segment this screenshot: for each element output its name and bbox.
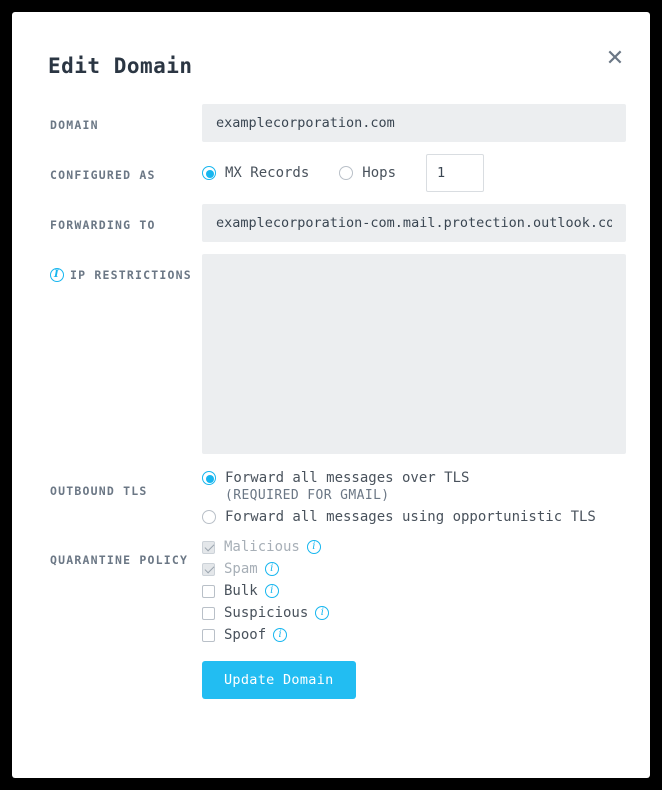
forwarding-to-label: FORWARDING TO: [50, 218, 156, 232]
checkbox-malicious: [202, 541, 215, 554]
close-icon[interactable]: ✕: [605, 46, 625, 71]
info-icon[interactable]: i: [315, 606, 329, 620]
list-item: [202, 605, 626, 621]
ip-restrictions-row: [12, 254, 650, 458]
radio-tls-required[interactable]: [202, 471, 216, 485]
radio-mx-records[interactable]: [202, 166, 216, 180]
configured-as-row: [12, 154, 650, 192]
configured-as-label: CONFIGURED AS: [50, 168, 156, 182]
domain-field-wrap: [202, 104, 650, 142]
forwarding-to-input[interactable]: [202, 204, 626, 242]
domain-row: [12, 104, 650, 142]
checkbox-bulk[interactable]: [202, 585, 215, 598]
list-item: [202, 539, 626, 555]
list-item: [202, 561, 626, 577]
list-item: [202, 627, 626, 643]
ip-restrictions-field-wrap: [202, 254, 650, 458]
list-item: [202, 583, 626, 599]
checkbox-suspicious[interactable]: [202, 607, 215, 620]
page-title: Edit Domain: [48, 54, 193, 78]
submit-field-wrap: [202, 661, 650, 699]
submit-row: [12, 661, 650, 699]
checkbox-malicious-label: Malicious: [224, 539, 300, 555]
forwarding-to-row: [12, 204, 650, 242]
quarantine-policy-label: QUARANTINE POLICY: [50, 553, 189, 567]
checkbox-suspicious-label: Suspicious: [224, 605, 309, 621]
info-icon[interactable]: i: [307, 540, 321, 554]
outbound-tls-row: [12, 470, 650, 527]
tls-option-required[interactable]: [202, 470, 626, 486]
quarantine-policy-field-wrap: [202, 539, 650, 649]
edit-domain-form: [12, 104, 650, 711]
checkbox-spam: [202, 563, 215, 576]
outbound-tls-label: OUTBOUND TLS: [50, 484, 148, 498]
domain-label: DOMAIN: [50, 118, 99, 132]
ip-restrictions-textarea[interactable]: [202, 254, 626, 454]
ip-restrictions-label: [12, 254, 202, 282]
update-domain-button[interactable]: Update Domain: [202, 661, 356, 699]
quarantine-policy-row: [12, 539, 650, 649]
checkbox-spoof-label: Spoof: [224, 627, 267, 643]
radio-hops-label: Hops: [362, 165, 397, 181]
domain-input[interactable]: [202, 104, 626, 142]
checkbox-spoof[interactable]: [202, 629, 215, 642]
radio-tls-opportunistic[interactable]: [202, 510, 216, 524]
info-icon[interactable]: i: [265, 562, 279, 576]
hops-input[interactable]: [426, 154, 484, 192]
checkbox-spam-label: Spam: [224, 561, 258, 577]
tls-option-opportunistic[interactable]: [202, 509, 626, 525]
outbound-tls-field-wrap: [202, 470, 650, 527]
info-icon[interactable]: i: [265, 584, 279, 598]
radio-hops[interactable]: [339, 166, 353, 180]
configured-as-field-wrap: [202, 154, 650, 192]
ip-restrictions-label-text: IP RESTRICTIONS: [70, 268, 192, 282]
radio-mx-records-label: MX Records: [225, 165, 310, 181]
edit-domain-modal: [12, 12, 650, 778]
forwarding-to-field-wrap: [202, 204, 650, 242]
tls-required-subtext: (REQUIRED FOR GMAIL): [225, 488, 390, 503]
radio-tls-required-label: Forward all messages over TLS: [225, 470, 470, 486]
submit-spacer: [12, 661, 202, 675]
radio-tls-opportunistic-label: Forward all messages using opportunistic TLS: [225, 509, 596, 525]
info-icon[interactable]: i: [273, 628, 287, 642]
checkbox-bulk-label: Bulk: [224, 583, 258, 599]
info-icon[interactable]: I: [50, 268, 64, 282]
